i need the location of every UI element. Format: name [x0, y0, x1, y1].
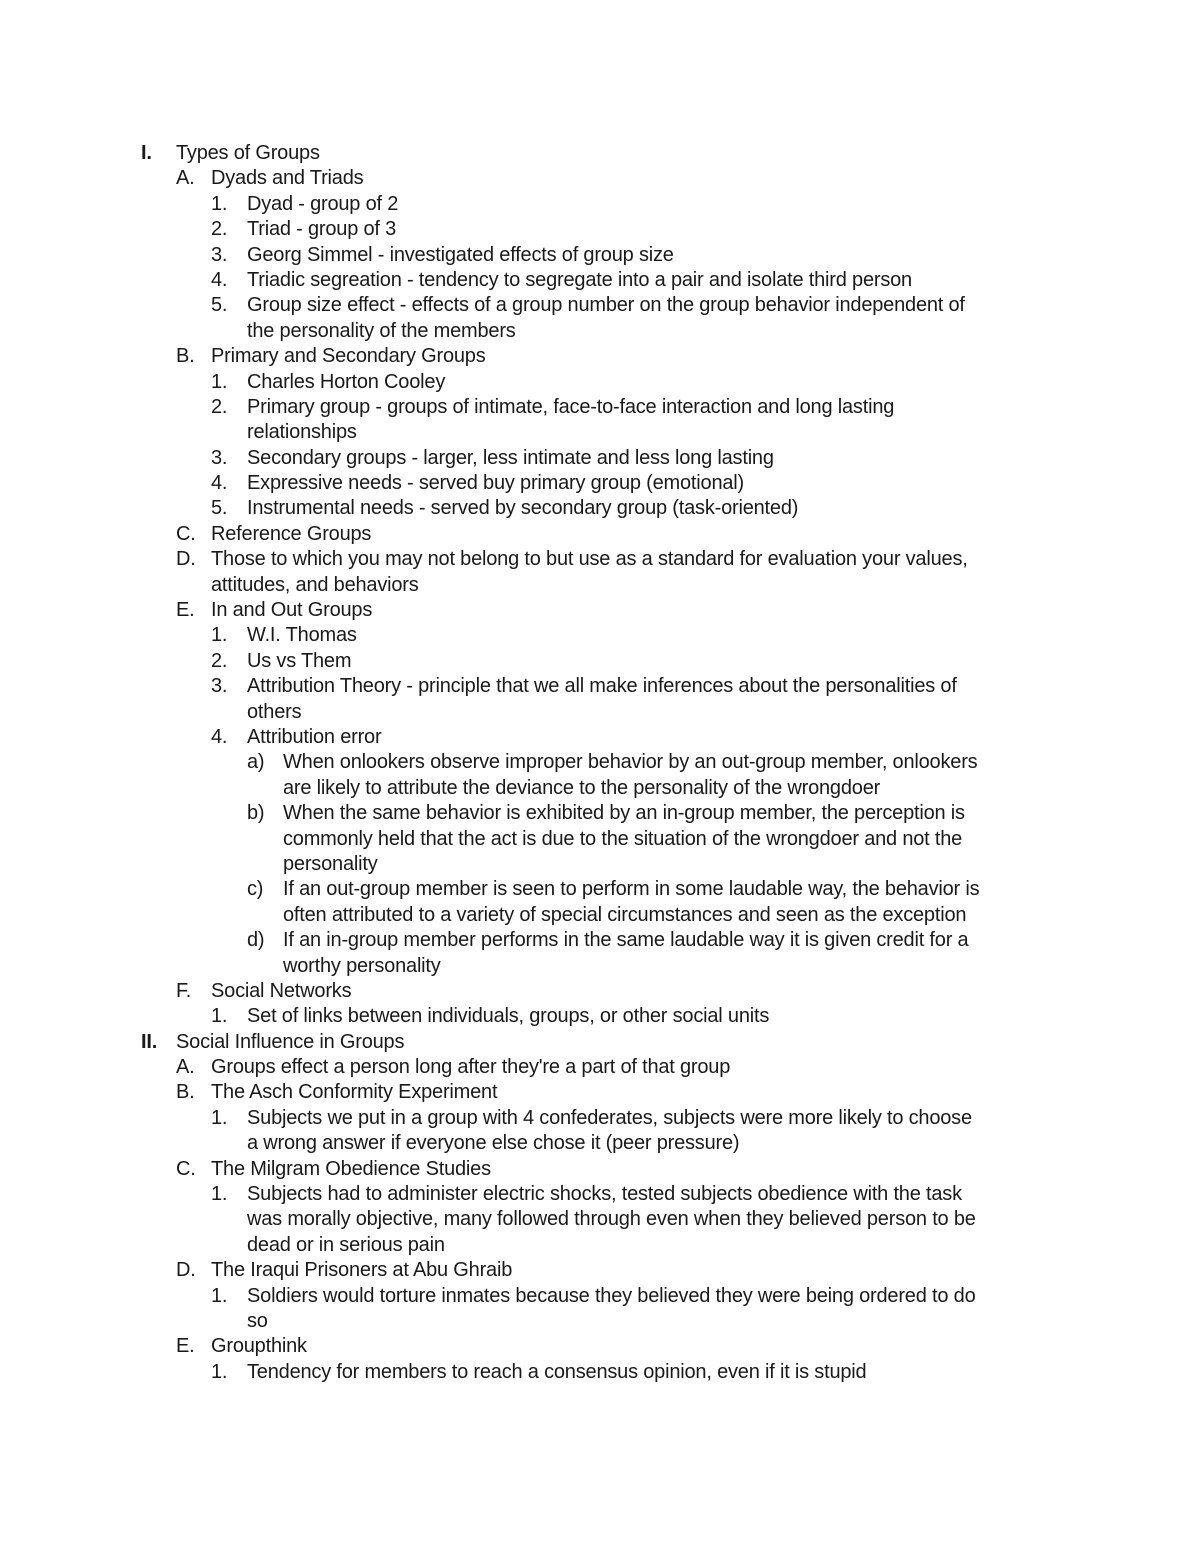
outline-item-level-1: [0, 141, 1200, 166]
outline-marker: 1.: [211, 192, 228, 215]
outline-item-level-4: [0, 750, 1200, 775]
outline-item-continuation: [0, 1309, 1200, 1334]
outline-item-level-3: [0, 1284, 1200, 1309]
outline-item-level-4: [0, 928, 1200, 953]
outline-text: Set of links between individuals, groups, or other social units: [247, 1005, 770, 1028]
outline-item-level-2: [0, 547, 1200, 572]
outline-item-continuation: [0, 903, 1200, 928]
outline-text: Instrumental needs - served by secondary group (task-oriented): [247, 497, 799, 520]
outline-text: When onlookers observe improper behavior by an out-group member, onlookers: [283, 751, 978, 774]
outline-marker: II.: [141, 1030, 158, 1053]
outline-text: Expressive needs - served buy primary group (emotional): [247, 472, 744, 495]
outline-item-level-3: [0, 623, 1200, 648]
outline-text: Group size effect - effects of a group number on the group behavior independent of: [247, 294, 965, 317]
outline-marker: C.: [176, 522, 196, 545]
outline-text: Subjects had to administer electric shocks, tested subjects obedience with the task: [247, 1183, 962, 1206]
outline-item-continuation: [0, 1207, 1200, 1232]
outline-text: Groups effect a person long after they're a part of that group: [211, 1056, 731, 1079]
outline-text: Social Influence in Groups: [176, 1030, 405, 1053]
outline-item-level-3: [0, 370, 1200, 395]
outline-item-level-3: [0, 496, 1200, 521]
outline-marker: 1.: [211, 1005, 228, 1028]
outline-item-level-1: [0, 1030, 1200, 1055]
outline-item-continuation: [0, 420, 1200, 445]
outline-marker: A.: [176, 1056, 195, 1079]
outline-item-level-3: [0, 293, 1200, 318]
outline-text: Georg Simmel - investigated effects of group size: [247, 243, 674, 266]
outline-marker: E.: [176, 599, 195, 622]
outline-marker: D.: [176, 1259, 196, 1282]
outline-text: was morally objective, many followed through even when they believed person to be: [247, 1208, 976, 1231]
outline-text: Subjects we put in a group with 4 confederates, subjects were more likely to choose: [247, 1106, 972, 1129]
outline-item-level-2: [0, 166, 1200, 191]
outline-marker: D.: [176, 548, 196, 571]
outline-marker: d): [247, 929, 265, 952]
outline-text: Dyad - group of 2: [247, 192, 399, 215]
outline-item-continuation: [0, 1233, 1200, 1258]
outline-marker: B.: [176, 345, 195, 368]
outline-text: If an in-group member performs in the same laudable way it is given credit for a: [283, 929, 969, 952]
outline-item-level-2: [0, 979, 1200, 1004]
outline-text: are likely to attribute the deviance to the personality of the wrongdoer: [283, 776, 881, 799]
outline-marker: A.: [176, 167, 195, 190]
outline-text: Triadic segreation - tendency to segregate into a pair and isolate third person: [247, 268, 912, 291]
outline-text: Us vs Them: [247, 649, 352, 672]
outline-text: worthy personality: [283, 954, 441, 977]
outline-item-level-4: [0, 877, 1200, 902]
outline-text: Reference Groups: [211, 522, 372, 545]
outline-item-level-3: [0, 725, 1200, 750]
outline-item-level-3: [0, 395, 1200, 420]
outline-item-level-2: [0, 1258, 1200, 1283]
outline-marker: I.: [141, 142, 152, 164]
outline-marker: F.: [176, 979, 192, 1002]
outline-text: often attributed to a variety of special circumstances and seen as the exception: [283, 903, 967, 926]
outline-marker: 2.: [211, 395, 228, 418]
outline-item-level-2: [0, 598, 1200, 623]
outline-marker: C.: [176, 1157, 196, 1180]
outline-text: If an out-group member is seen to perform in some laudable way, the behavior is: [283, 878, 980, 901]
outline-item-continuation: [0, 827, 1200, 852]
outline-item-continuation: [0, 319, 1200, 344]
outline-marker: 1.: [211, 1183, 228, 1206]
outline-item-level-2: [0, 344, 1200, 369]
outline-text: Tendency for members to reach a consensus opinion, even if it is stupid: [247, 1360, 867, 1383]
outline-text: Primary group - groups of intimate, face-to-face interaction and long lasting: [247, 395, 895, 418]
outline-item-level-2: [0, 1157, 1200, 1182]
outline-item-level-3: [0, 243, 1200, 268]
outline-item-level-2: [0, 1334, 1200, 1359]
outline-item-level-3: [0, 1360, 1200, 1385]
outline-marker: 2.: [211, 218, 228, 241]
outline-item-continuation: [0, 776, 1200, 801]
outline-item-level-3: [0, 1004, 1200, 1029]
outline-item-level-3: [0, 446, 1200, 471]
outline-text: commonly held that the act is due to the situation of the wrongdoer and not the: [283, 827, 963, 850]
outline-marker: 4.: [211, 472, 228, 495]
outline-text: The Iraqui Prisoners at Abu Ghraib: [211, 1259, 513, 1282]
outline-text: dead or in serious pain: [247, 1233, 445, 1256]
outline-item-level-2: [0, 522, 1200, 547]
outline-notes: [0, 141, 1200, 1385]
outline-marker: 4.: [211, 268, 228, 291]
outline-text: Dyads and Triads: [211, 167, 364, 190]
outline-text: Triad - group of 3: [247, 218, 397, 241]
outline-text: In and Out Groups: [211, 599, 373, 622]
outline-marker: 3.: [211, 446, 228, 469]
outline-text: Attribution Theory - principle that we all make inferences about the personalities of: [247, 675, 957, 698]
outline-item-level-3: [0, 1106, 1200, 1131]
outline-text: so: [247, 1309, 268, 1332]
outline-marker: 1.: [211, 1284, 228, 1307]
outline-text: When the same behavior is exhibited by an in-group member, the perception is: [283, 802, 965, 825]
outline-marker: 2.: [211, 649, 228, 672]
outline-text: personality: [283, 852, 378, 875]
outline-marker: E.: [176, 1335, 195, 1358]
outline-marker: B.: [176, 1081, 195, 1104]
outline-item-level-4: [0, 801, 1200, 826]
outline-item-continuation: [0, 852, 1200, 877]
outline-text: The Asch Conformity Experiment: [211, 1081, 498, 1104]
outline-text: Those to which you may not belong to but use as a standard for evaluation your values,: [211, 548, 968, 571]
outline-item-level-3: [0, 649, 1200, 674]
outline-marker: c): [247, 878, 264, 901]
outline-marker: 1.: [211, 1106, 228, 1129]
outline-text: attitudes, and behaviors: [211, 573, 419, 596]
outline-item-continuation: [0, 954, 1200, 979]
outline-marker: b): [247, 802, 265, 825]
outline-text: Primary and Secondary Groups: [211, 345, 486, 368]
outline-text: a wrong answer if everyone else chose it (peer pressure): [247, 1132, 740, 1155]
outline-item-level-3: [0, 1182, 1200, 1207]
outline-text: the personality of the members: [247, 319, 516, 342]
outline-text: others: [247, 700, 302, 723]
outline-text: W.I. Thomas: [247, 624, 357, 647]
outline-text: Secondary groups - larger, less intimate and less long lasting: [247, 446, 774, 469]
outline-item-level-3: [0, 192, 1200, 217]
outline-marker: 3.: [211, 675, 228, 698]
outline-text: Soldiers would torture inmates because they believed they were being ordered to do: [247, 1284, 976, 1307]
outline-item-level-2: [0, 1080, 1200, 1105]
outline-marker: 1.: [211, 624, 228, 647]
outline-item-level-3: [0, 268, 1200, 293]
outline-item-level-2: [0, 1055, 1200, 1080]
outline-marker: 1.: [211, 1360, 228, 1383]
outline-text: Types of Groups: [176, 142, 320, 164]
outline-text: The Milgram Obedience Studies: [211, 1157, 491, 1180]
outline-item-continuation: [0, 700, 1200, 725]
outline-marker: 3.: [211, 243, 228, 266]
outline-item-level-3: [0, 471, 1200, 496]
outline-text: Charles Horton Cooley: [247, 370, 446, 393]
outline-text: Social Networks: [211, 979, 352, 1002]
outline-text: relationships: [247, 421, 357, 444]
outline-marker: 5.: [211, 497, 228, 520]
outline-item-level-3: [0, 217, 1200, 242]
outline-marker: 4.: [211, 725, 228, 748]
outline-marker: 5.: [211, 294, 228, 317]
outline-item-continuation: [0, 1131, 1200, 1156]
outline-text: Groupthink: [211, 1335, 307, 1358]
outline-marker: 1.: [211, 370, 228, 393]
outline-item-continuation: [0, 573, 1200, 598]
outline-item-level-3: [0, 674, 1200, 699]
outline-marker: a): [247, 751, 265, 774]
outline-text: Attribution error: [247, 725, 382, 748]
